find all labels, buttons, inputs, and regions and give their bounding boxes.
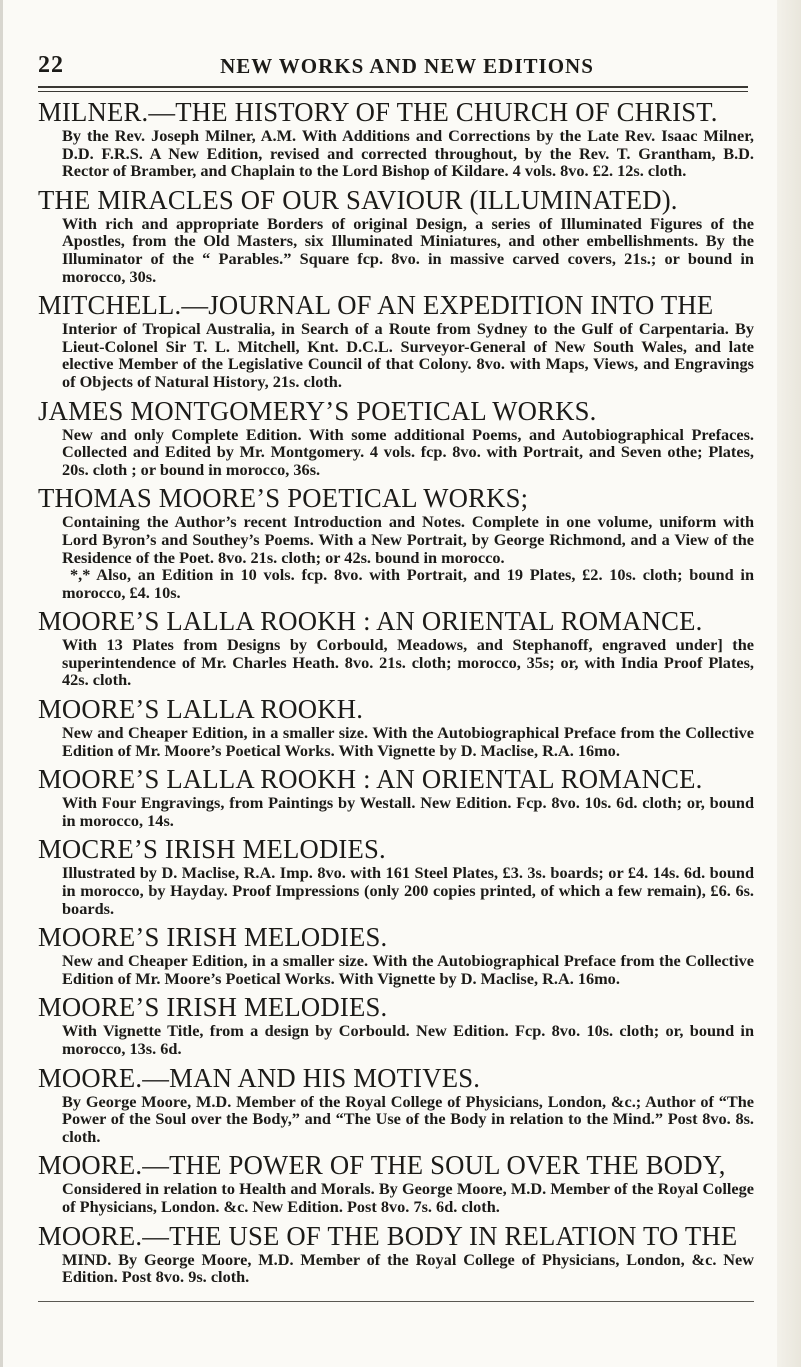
entry-description (38, 127, 754, 180)
entry-paragraph: MIND. By George Moore, M.D. Member of the Royal College of Physicians, London, &c. New Edition. Post 8vo. 9s. cloth. (62, 1249, 754, 1287)
entry-title: MITCHELL.—JOURNAL OF AN EXPEDITION INTO THE (38, 290, 714, 321)
entry-paragraph: With rich and appropriate Borders of original Design, a series of Illuminated Figures of the Apostles, from the Old Masters, six Illuminated Miniatures, and other embellishments. By the Illuminator of the “ Parables.” Square fcp. 8vo. in massive carved covers, 21s.; or bound in morocco, 30s. (62, 213, 754, 286)
entry-title: MOORE.—THE USE OF THE BODY IN RELATION TO THE (38, 1220, 738, 1251)
entry-paragraph: Considered in relation to Health and Morals. By George Moore, M.D. Member of the Royal College of Physicians, London. &c. New Edition. Post 8vo. 7s. 6d. cloth. (62, 1179, 754, 1216)
bottom-rule (38, 1301, 754, 1302)
entry-title: MOORE’S LALLA ROOKH. (38, 694, 364, 725)
entry-description (38, 794, 754, 829)
entry-title: MOORE’S IRISH MELODIES. (38, 992, 388, 1023)
catalogue-entry (38, 1150, 754, 1215)
catalogue-entry (38, 1221, 754, 1286)
entry-paragraph: With Four Engravings, from Paintings by Westall. New Edition. Fcp. 8vo. 10s. 6d. cloth; or, bound in morocco, 14s. (62, 793, 754, 830)
catalogue-entry (38, 764, 754, 829)
running-title: NEW WORKS AND NEW EDITIONS (220, 54, 594, 78)
page-right-edge (777, 0, 801, 1367)
catalogue-entry (38, 396, 754, 479)
entry-title: THE MIRACLES OF OUR SAVIOUR (ILLUMINATED). (38, 184, 678, 215)
entry-description (38, 1093, 754, 1146)
entry-title: MOORE’S IRISH MELODIES. (38, 922, 388, 953)
entry-description (38, 864, 754, 917)
page-number: 22 (38, 52, 64, 78)
page-left-edge (0, 0, 3, 1367)
entry-description (38, 952, 754, 987)
entry-paragraph: Illustrated by D. Maclise, R.A. Imp. 8vo. with 161 Steel Plates, £3. 3s. boards; or £4. 14s. 6d. bound in morocco, by Hayday. Proof Impressions (only 200 copies printed, of which a few remain), £6. 6s. boards. (62, 863, 754, 918)
entry-description (38, 724, 754, 759)
catalogue-entry (38, 483, 754, 601)
catalogue-entry (38, 992, 754, 1057)
entry-paragraph: Interior of Tropical Australia, in Search of a Route from Sydney to the Gulf of Carpentaria. By Lieut-Colonel Sir T. L. Mitchell, Knt. D.C.L. Surveyor-General of New South Wales, and late elective Member of the Legislative Council of that Colony. 8vo. with Maps, Views, and Engravings of Objects of Natural History, 21s. cloth. (62, 319, 754, 391)
entry-title: MOORE’S LALLA ROOKH : AN ORIENTAL ROMANCE. (38, 606, 703, 637)
entry-title: JAMES MONTGOMERY’S POETICAL WORKS. (38, 395, 597, 426)
catalogue-entry (38, 606, 754, 689)
entry-title: MOORE.—THE POWER OF THE SOUL OVER THE BODY, (38, 1150, 726, 1181)
entry-description (38, 1251, 754, 1286)
catalogue-entry (38, 922, 754, 987)
entry-description (38, 1180, 754, 1215)
entry-title: MOCRE’S IRISH MELODIES. (38, 834, 386, 865)
entry-paragraph: By George Moore, M.D. Member of the Royal College of Physicians, London, &c.; Author of “The Power of the Soul over the Body,” and “The Use of the Body in relation to the Mind.” Post 8vo. 8s. cloth. (62, 1091, 754, 1146)
catalogue-entry (38, 834, 754, 917)
entry-paragraph: Containing the Author’s recent Introduction and Notes. Complete in one volume, uniform with Lord Byron’s and Southey’s Poems. With a New Portrait, by George Richmond, and a View of the Residence of the Poet. 8vo. 21s. cloth; or 42s. bound in morocco. (62, 512, 754, 567)
entry-paragraph: New and Cheaper Edition, in a smaller size. With the Autobiographical Preface from the Collective Edition of Mr. Moore’s Poetical Works. With Vignette by D. Maclise, R.A. 16mo. (62, 951, 754, 988)
catalogue-entry (38, 290, 754, 390)
entry-paragraph: With 13 Plates from Designs by Corbould, Meadows, and Stephanoff, engraved under] the superintendence of Mr. Charles Heath. 8vo. 21s. cloth; morocco, 35s; or, with India Proof Plates, 42s. cloth. (62, 635, 754, 690)
entry-title: MILNER.—THE HISTORY OF THE CHURCH OF CHRIST. (38, 97, 718, 127)
entry-title: MOORE.—MAN AND HIS MOTIVES. (38, 1062, 481, 1093)
entry-title: MOORE’S LALLA ROOKH : AN ORIENTAL ROMANCE. (38, 764, 703, 795)
entry-description (38, 513, 754, 601)
catalogue-entries (38, 97, 754, 1291)
entry-description (38, 320, 754, 390)
entry-paragraph: *,* Also, an Edition in 10 vols. fcp. 8vo. with Portrait, and 19 Plates, £2. 10s. cloth; bound in morocco, £4. 10s. (62, 565, 754, 602)
entry-description (38, 215, 754, 285)
entry-paragraph: By the Rev. Joseph Milner, A.M. With Additions and Corrections by the Late Rev. Isaac Milner, D.D. F.R.S. A New Edition, revised and corrected throughout, by the Rev. T. Grantham, B.D. Rector of Bramber, and Chaplain to the Lord Bishop of Kildare. 4 vols. 8vo. £2. 12s. cloth. (62, 126, 754, 181)
catalogue-entry (38, 694, 754, 759)
entry-paragraph: New and only Complete Edition. With some additional Poems, and Autobiographical Prefaces. Collected and Edited by Mr. Montgomery. 4 vols. fcp. 8vo. with Portrait, and Seven othe; Plates, 20s. cloth ; or bound in morocco, 36s. (62, 424, 754, 479)
page-header (38, 52, 748, 82)
entry-paragraph: With Vignette Title, from a design by Corbould. New Edition. Fcp. 8vo. 10s. cloth; or, bound in morocco, 13s. 6d. (62, 1021, 754, 1058)
entry-title: THOMAS MOORE’S POETICAL WORKS; (38, 483, 529, 514)
entry-description (38, 426, 754, 479)
entry-description (38, 636, 754, 689)
entry-description (38, 1022, 754, 1057)
catalogue-entry (38, 1063, 754, 1146)
entry-paragraph: New and Cheaper Edition, in a smaller size. With the Autobiographical Preface from the Collective Edition of Mr. Moore’s Poetical Works. With Vignette by D. Maclise, R.A. 16mo. (62, 723, 754, 760)
header-rule (38, 86, 748, 92)
catalogue-entry (38, 185, 754, 285)
catalogue-entry (38, 97, 754, 180)
